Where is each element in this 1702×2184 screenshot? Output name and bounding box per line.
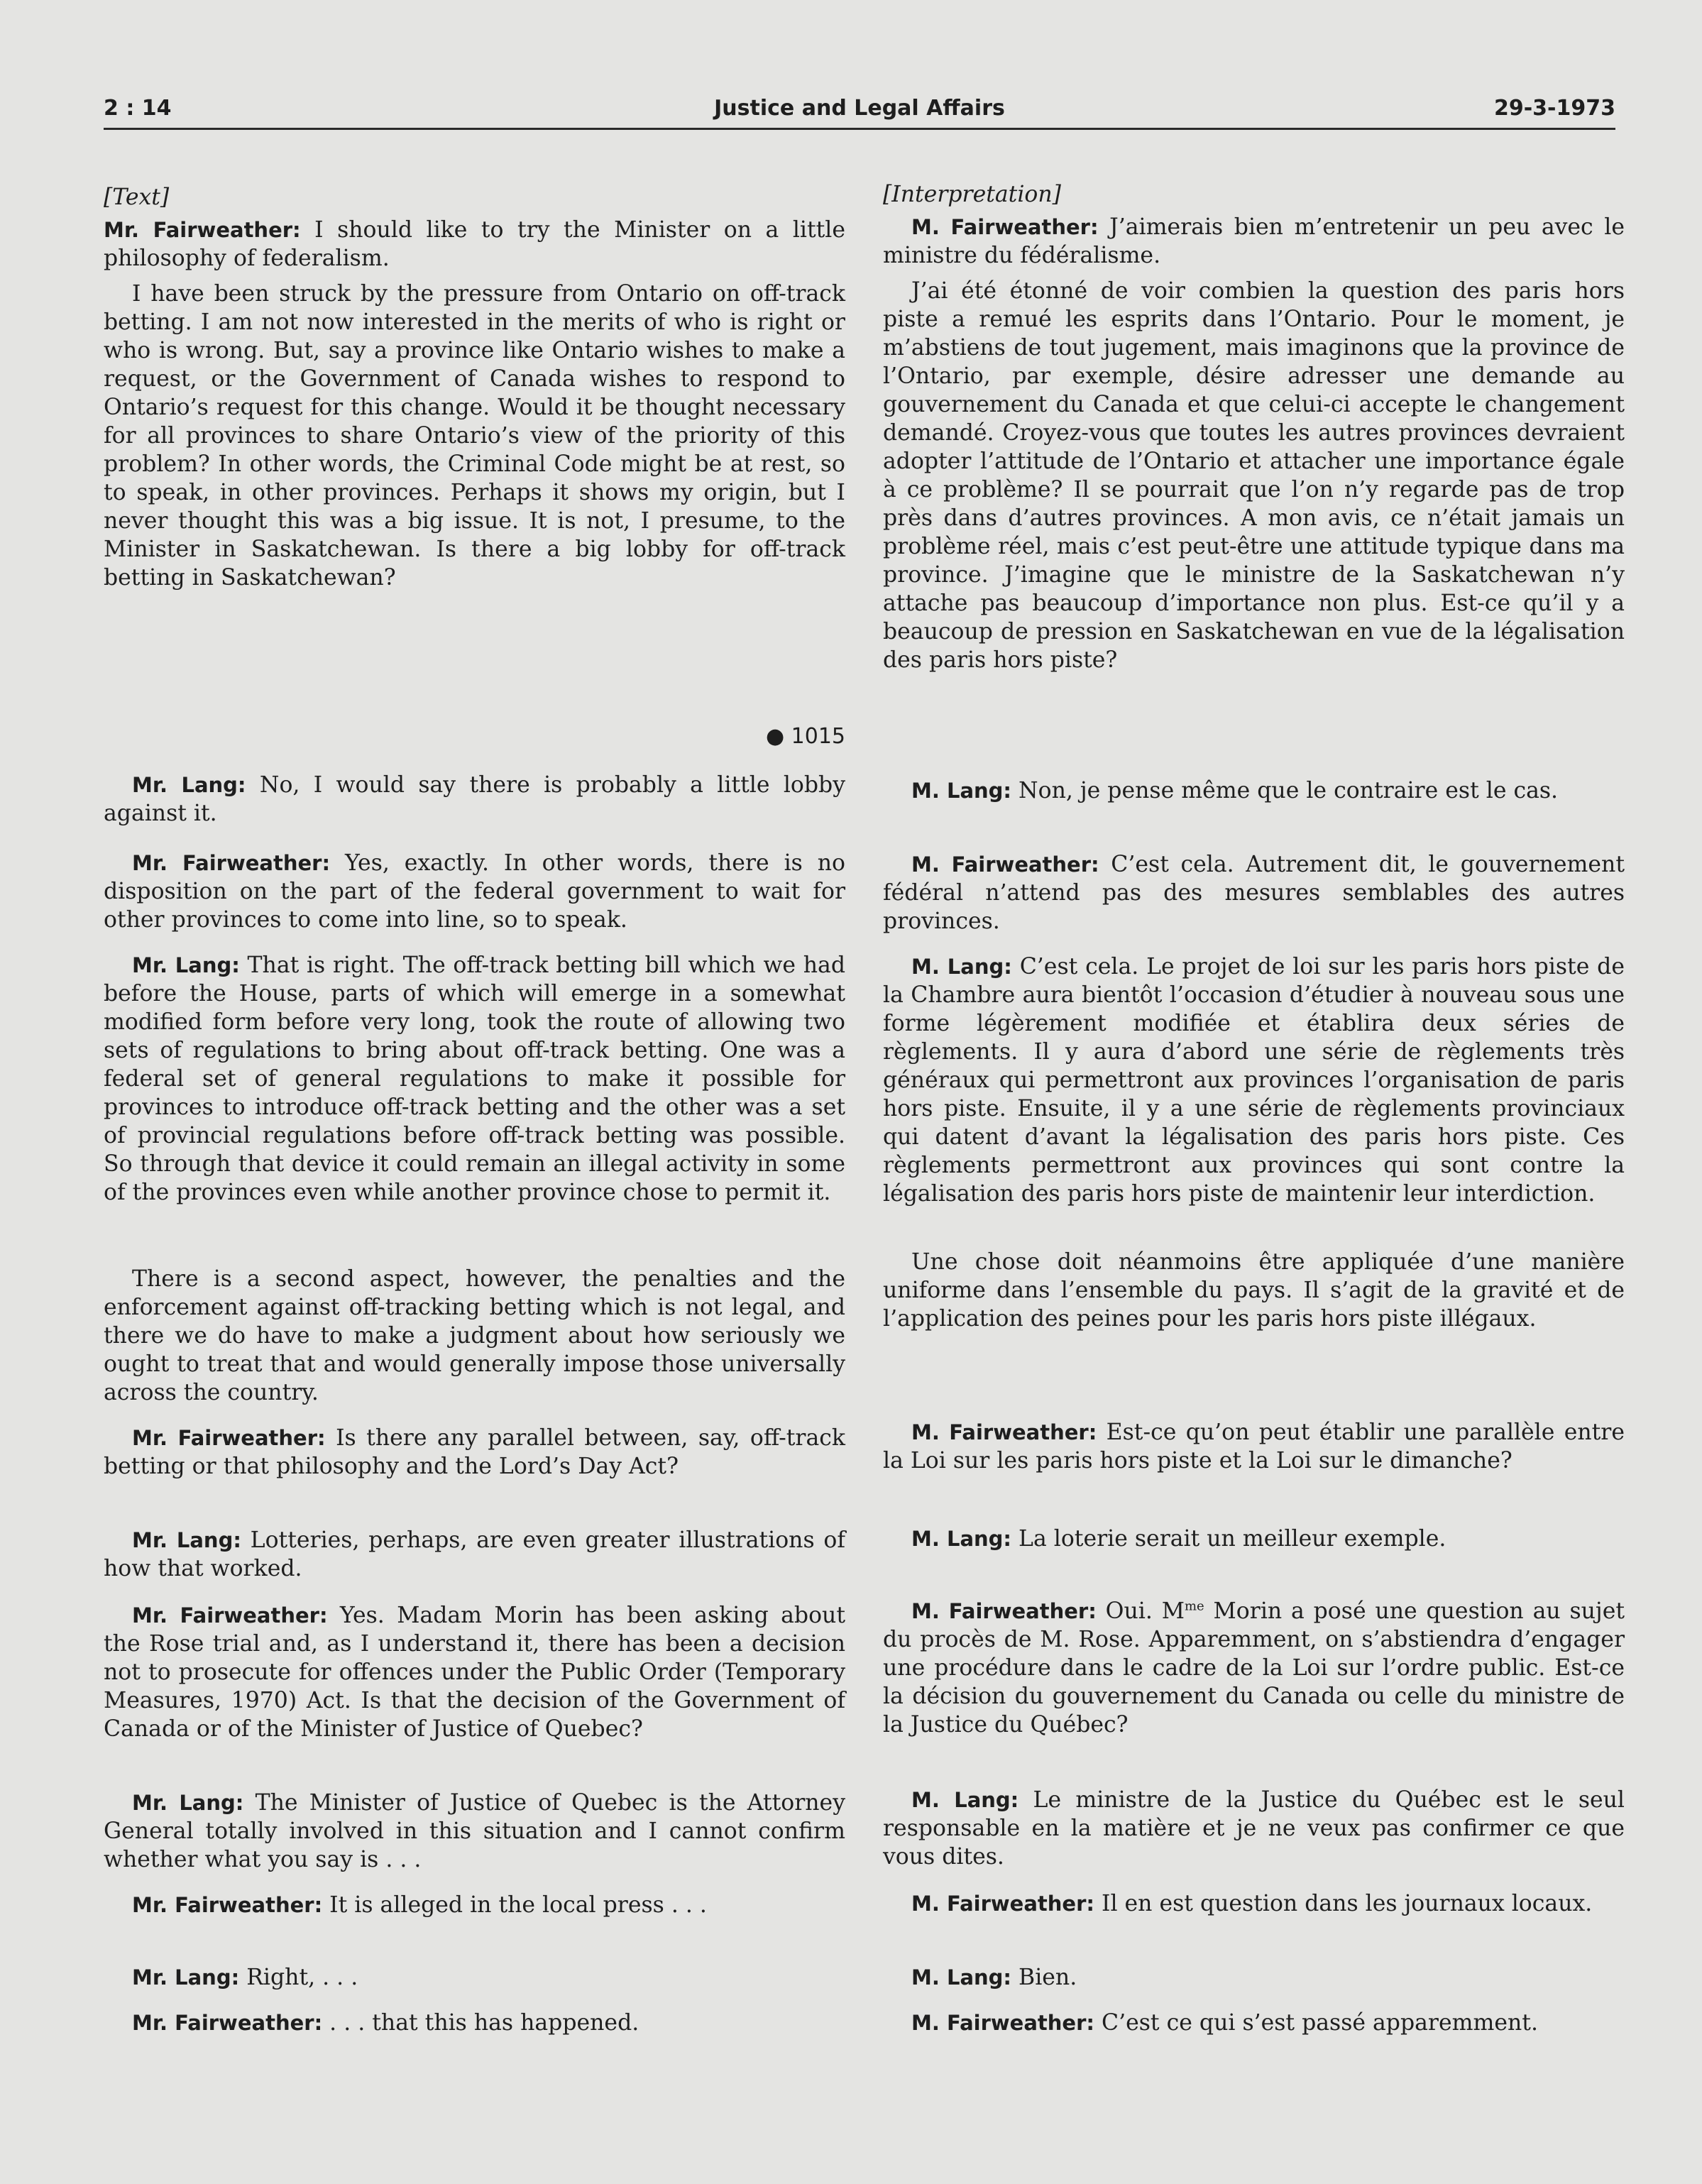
paragraph: [104, 1789, 845, 1874]
speaker-name: M. Fairweather:: [911, 1599, 1097, 1623]
paragraph: [883, 2009, 1625, 2037]
paragraph: [883, 850, 1625, 935]
speaker-name: Mr. Lang:: [132, 1528, 241, 1552]
speaker-name: M. Fairweather:: [911, 2011, 1094, 2035]
speaker-name: Mr. Fairweather:: [132, 1603, 328, 1628]
speaker-name: Mr. Lang:: [132, 1791, 244, 1815]
header-title: Justice and Legal Affairs: [714, 96, 1005, 121]
paragraph: [104, 1963, 845, 1992]
speaker-name: M. Lang:: [911, 1788, 1019, 1812]
section-label: [Text]: [104, 185, 170, 210]
paragraph: [104, 1891, 845, 1919]
paragraph-text: That is right. The off-track betting bill which we had before the House, parts of which will emerge in a somewhat modified form before very long, took the route of allowing two sets of regulations to bring about off-track betting. One was a federal set of general regulations to make it possible for provinces to introduce off-track betting and the other was a set of provincial regulations before off-track betting was possible. So through that device it could remain an illegal activity in some of the provinces even while another province chose to permit it.: [104, 953, 845, 1205]
paragraph-text: J’aimerais bien m’entretenir un peu avec le ministre du fédéralisme.: [883, 214, 1625, 268]
paragraph-text: Non, je pense même que le contraire est le cas.: [1011, 778, 1559, 803]
paragraph: [104, 2009, 845, 2037]
speaker-name: Mr. Lang:: [132, 773, 246, 797]
speaker-name: Mr. Fairweather:: [132, 2011, 323, 2035]
speaker-name: Mr. Lang:: [132, 1965, 240, 1990]
paragraph-text: Il en est question dans les journaux locaux.: [1094, 1891, 1593, 1916]
paragraph-text: Yes. Madam Morin has been asking about the Rose trial and, as I understand it, there has been a decision not to prosecute for offences under the Public Order (Temporary Measures, 1970) Act. Is that the decision of the Government of Canada or of the Minister of Justice of Quebec?: [104, 1603, 845, 1742]
speaker-name: Mr. Fairweather:: [132, 1426, 326, 1450]
speaker-name: Mr. Lang:: [132, 953, 240, 977]
paragraph-text: It is alleged in the local press . . .: [322, 1892, 707, 1918]
paragraph: [104, 1526, 845, 1583]
header-date: 29-3-1973: [1493, 96, 1615, 121]
paragraph: [883, 953, 1625, 1208]
paragraph: [104, 216, 845, 273]
paragraph: [883, 1597, 1625, 1739]
paragraph-text: . . . that this has happened.: [322, 2010, 639, 2036]
speaker-name: M. Fairweather:: [911, 215, 1099, 239]
paragraph: I have been struck by the pressure from Ontario on off-track betting. I am not now interested in the merits of who is right or who is wrong. But, say a province like Ontario wishes to make a request, or the Government of Canada wishes to respond to Ontario’s request for this change. Would it be thought necessary for all provinces to share Ontario’s view of the priority of this problem? In other words, the Criminal Code might be at rest, so to speak, in other provinces. Perhaps it shows my origin, but I never thought this was a big issue. It is not, I presume, to the Minister in Saskatchewan. Is there a big lobby for off-track betting in Saskatchewan?: [104, 281, 845, 591]
paragraph-text: C’est ce qui s’est passé apparemment.: [1094, 2010, 1538, 2036]
paragraph: [104, 951, 845, 1207]
page-number: 2 : 14: [104, 96, 172, 121]
paragraph-text: Right, . . .: [239, 1965, 358, 1990]
speaker-name: M. Lang:: [911, 1527, 1012, 1551]
paragraph: [883, 1418, 1625, 1475]
paragraph-text: Oui. M: [1096, 1598, 1185, 1624]
paragraph-text: The Minister of Justice of Quebec is the Attorney General totally involved in this situation and I cannot confirm whether what you say is . . .: [104, 1790, 845, 1872]
paragraph: [883, 1963, 1625, 1992]
speaker-name: M. Fairweather:: [911, 1892, 1094, 1916]
speaker-name: Mr. Fairweather:: [132, 851, 331, 875]
paragraph: J’ai été étonné de voir combien la question des paris hors piste a remué les esprits dans l’Ontario. Pour le moment, je m’abstiens de tout jugement, mais imaginons que la province de l’Ontario, par exemple, désire adresser une demande au gouvernement du Canada et que celui-ci accepte le changement demandé. Croyez-vous que toutes les autres provinces devraient adopter l’attitude de l’Ontario et attacher une importance égale à ce problème? Il se pourrait que l’on n’y regarde pas de trop près dans d’autres provinces. A mon avis, ce n’était jamais un problème réel, mais c’est peut-être une attitude typique dans ma province. J’imagine que le ministre de la Saskatchewan n’y attache pas beaucoup d’importance non plus. Est-ce qu’il y a beaucoup de pression en Saskatchewan en vue de la légalisation des paris hors piste?: [883, 278, 1625, 673]
speaker-name: M. Lang:: [911, 1965, 1012, 1990]
paragraph: [104, 1601, 845, 1743]
paragraph-text: Morin a posé une question au sujet du procès de M. Rose. Apparemment, on s’abstiendra d’engager une procédure dans le cadre de la Loi sur l’ordre public. Est-ce la décision du gouvernement du Canada ou celle du ministre de la Justice du Québec?: [883, 1598, 1625, 1738]
paragraph-text: Le ministre de la Justice du Québec est le seul responsable en la matière et je ne veux pas confirmer ce que vous dites.: [883, 1787, 1625, 1870]
paragraph-text: No, I would say there is probably a little lobby against it.: [104, 772, 845, 826]
paragraph-text: Is there any parallel between, say, off-track betting or that philosophy and the Lord’s Day Act?: [104, 1425, 845, 1479]
paragraph: [883, 1889, 1625, 1918]
time-marker: ● 1015: [765, 724, 845, 749]
paragraph: There is a second aspect, however, the penalties and the enforcement against off-tracking betting which is not legal, and there we do have to make a judgment about how seriously we ought to treat that and would generally impose those universally across the country.: [104, 1266, 845, 1405]
paragraph: [104, 849, 845, 934]
paragraph: [883, 777, 1625, 805]
speaker-name: Mr. Fairweather:: [104, 218, 301, 242]
speaker-name: Mr. Fairweather:: [132, 1893, 323, 1917]
paragraph: [104, 771, 845, 828]
paragraph-text: I should like to try the Minister on a little philosophy of federalism.: [104, 217, 846, 271]
speaker-name: M. Fairweather:: [911, 852, 1099, 877]
superscript: me: [1184, 1598, 1204, 1614]
paragraph: [883, 1786, 1625, 1871]
paragraph-text: Bien.: [1011, 1965, 1077, 1990]
paragraph: [104, 1424, 845, 1481]
paragraph-text: La loterie serait un meilleur exemple.: [1011, 1526, 1446, 1552]
paragraph: [883, 1525, 1625, 1553]
running-header: [104, 88, 1615, 130]
speaker-name: M. Fairweather:: [911, 1420, 1097, 1444]
paragraph-text: C’est cela. Le projet de loi sur les paris hors piste de la Chambre aura bientôt l’occasion d’étudier à nouveau sous une forme légèrement modifiée et établira deux séries de règlements. Il y aura d’abord une série de règlements très généraux qui permettront aux provinces l’organisation de paris hors piste. Ensuite, il y a une série de règlements provinciaux qui datent d’avant la légalisation des paris hors piste. Ces règlements permettront aux provinces qui sont contre la légalisation des paris hors piste de maintenir leur interdiction.: [883, 954, 1625, 1207]
section-label: [Interpretation]: [883, 182, 1061, 207]
paragraph: Une chose doit néanmoins être appliquée d’une manière uniforme dans l’ensemble du pays. Il s’agit de la gravité et de l’application des peines pour les paris hors piste illégaux.: [883, 1249, 1625, 1332]
paragraph-text: Est-ce qu’on peut établir une parallèle entre la Loi sur les paris hors piste et la Loi sur le dimanche?: [883, 1420, 1625, 1474]
paragraph: [883, 213, 1625, 270]
speaker-name: M. Lang:: [911, 955, 1012, 979]
paragraph-text: C’est cela. Autrement dit, le gouvernement fédéral n’attend pas des mesures semblables des autres provinces.: [883, 852, 1625, 934]
paragraph-text: Lotteries, perhaps, are even greater illustrations of how that worked.: [104, 1527, 845, 1581]
paragraph-text: Yes, exactly. In other words, there is no disposition on the part of the federal government to wait for other provinces to come into line, so to speak.: [104, 850, 845, 933]
speaker-name: M. Lang:: [911, 779, 1012, 803]
